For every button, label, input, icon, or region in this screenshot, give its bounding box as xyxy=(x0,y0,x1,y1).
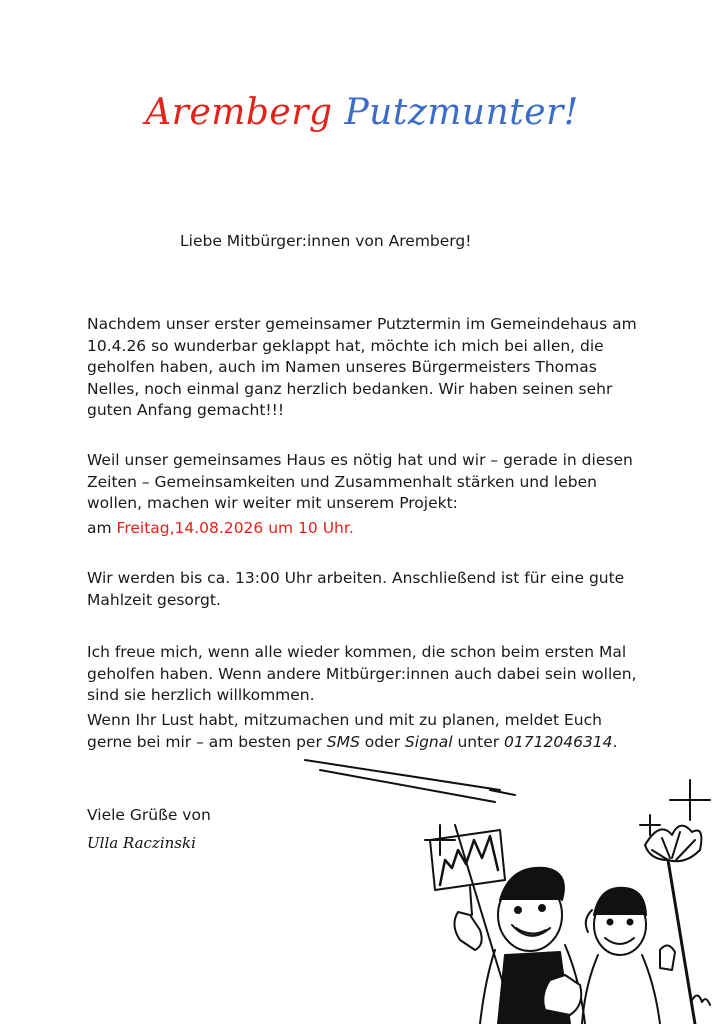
phone-number: 01712046314 xyxy=(504,732,613,751)
greeting: Liebe Mitbürger:innen von Aremberg! xyxy=(180,232,472,250)
title-aremberg: Aremberg xyxy=(145,92,333,133)
signature: Ulla Raczinski xyxy=(87,834,196,852)
contact-text-1: Wenn Ihr Lust habt, mitzumachen und mit zu planen, meldet Euch gerne bei mir – am besten per xyxy=(87,711,602,751)
sms-label: SMS xyxy=(326,732,360,751)
paragraph-thanks: Nachdem unser erster gemeinsamer Putztermin im Gemeindehaus am 10.4.26 so wunderbar geklappt hat, möchte ich mich bei allen, die geholfen haben, auch im Namen unseres Bürgermeisters Thomas Nelles, noch einmal ganz herzlich bedanken. Wir haben seinen sehr guten Anfang gemacht!!! xyxy=(87,315,637,419)
contact-text-4: . xyxy=(612,732,618,751)
page-title xyxy=(0,92,724,133)
contact-text-2: oder xyxy=(359,732,405,751)
date-prefix: am xyxy=(87,519,117,537)
paragraph-schedule: Wir werden bis ca. 13:00 Uhr arbeiten. Anschließend ist für eine gute Mahlzeit gesorgt. xyxy=(87,569,625,609)
cleaning-people-illustration-icon xyxy=(300,740,724,1024)
paragraph-invitation: Ich freue mich, wenn alle wieder kommen, die schon beim ersten Mal geholfen haben. Wenn andere Mitbürger:innen auch dabei sein wollen, sind sie herzlich willkommen. xyxy=(87,643,637,704)
date-line xyxy=(87,518,647,540)
closing: Viele Grüße von xyxy=(87,806,211,824)
paragraph-project: Weil unser gemeinsames Haus es nötig hat und wir – gerade in diesen Zeiten – Gemeinsamkeiten und Zusammenhalt stärken und leben wollen, machen wir weiter mit unserem Projekt: xyxy=(87,451,633,512)
event-date: Freitag,14.08.2026 um 10 Uhr. xyxy=(116,519,354,537)
title-putzmunter: Putzmunter! xyxy=(344,92,579,133)
contact-text-3: unter xyxy=(452,732,505,751)
signal-label: Signal xyxy=(404,732,453,751)
